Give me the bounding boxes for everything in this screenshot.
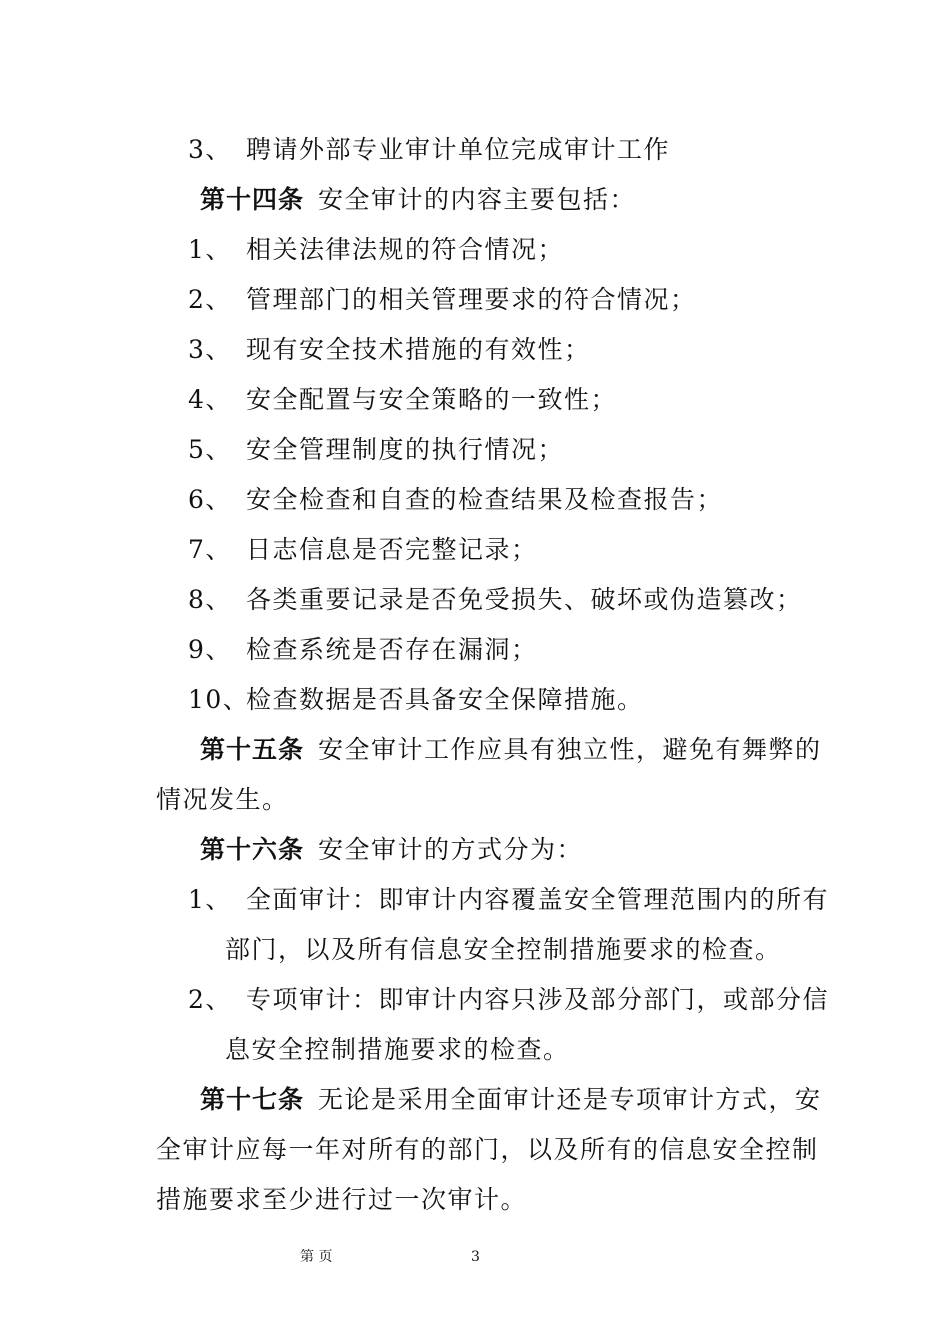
article-heading: 第十五条	[200, 735, 305, 764]
list-number: 4、	[188, 385, 232, 414]
list-item	[188, 333, 591, 367]
list-text: 检查系统是否存在漏洞；	[246, 635, 538, 664]
page-number: 3	[471, 1249, 480, 1265]
article-continuation: 情况发生。	[156, 785, 289, 814]
article-16	[200, 833, 583, 867]
list-text: 相关法律法规的符合情况；	[246, 235, 565, 264]
list-number: 1、	[188, 885, 232, 914]
list-text: 各类重要记录是否免受损失、破坏或伪造篡改；	[246, 585, 803, 614]
article-heading: 第十七条	[200, 1085, 305, 1114]
article-text: 无论是采用全面审计还是专项审计方式，安	[318, 1085, 822, 1114]
article-text: 安全审计工作应具有独立性，避免有舞弊的	[318, 735, 822, 764]
list-text: 检查数据是否具备安全保障措施。	[246, 685, 644, 714]
list-item	[188, 283, 697, 317]
list-item	[188, 883, 829, 917]
list-item	[188, 683, 644, 717]
article-continuation: 措施要求至少进行过一次审计。	[156, 1185, 528, 1214]
list-item	[188, 483, 723, 517]
article-15	[200, 733, 822, 767]
list-number: 1、	[188, 235, 232, 264]
list-text: 日志信息是否完整记录；	[246, 535, 538, 564]
list-item	[188, 533, 538, 567]
list-text: 全面审计：即审计内容覆盖安全管理范围内的所有	[246, 885, 830, 914]
list-item	[188, 433, 564, 467]
list-text: 专项审计：即审计内容只涉及部分部门，或部分信	[246, 985, 830, 1014]
list-item-continuation: 部门，以及所有信息安全控制措施要求的检查。	[225, 935, 782, 964]
article-continuation: 全审计应每一年对所有的部门，以及所有的信息安全控制	[156, 1135, 819, 1164]
list-text: 管理部门的相关管理要求的符合情况；	[246, 285, 697, 314]
list-item	[188, 383, 617, 417]
list-text: 安全管理制度的执行情况；	[246, 435, 565, 464]
article-14	[200, 183, 636, 217]
list-number: 7、	[188, 535, 232, 564]
list-number: 2、	[188, 985, 232, 1014]
article-heading: 第十四条	[200, 185, 305, 214]
article-17	[200, 1083, 822, 1117]
list-text: 安全检查和自查的检查结果及检查报告；	[246, 485, 724, 514]
list-item	[188, 633, 538, 667]
list-item	[188, 983, 829, 1017]
list-number: 8、	[188, 585, 232, 614]
list-number: 2、	[188, 285, 232, 314]
list-item	[188, 233, 564, 267]
article-text: 安全审计的方式分为：	[318, 835, 584, 864]
list-text: 现有安全技术措施的有效性；	[246, 335, 591, 364]
list-number: 10、	[188, 685, 250, 714]
list-number: 9、	[188, 635, 232, 664]
page-label: 第 页	[300, 1249, 333, 1265]
article-heading: 第十六条	[200, 835, 305, 864]
list-item	[188, 583, 803, 617]
list-number: 6、	[188, 485, 232, 514]
list-number: 5、	[188, 435, 232, 464]
list-number: 3、	[188, 335, 232, 364]
list-item-continuation: 息安全控制措施要求的检查。	[225, 1035, 570, 1064]
list-item	[188, 133, 670, 167]
list-text: 安全配置与安全策略的一致性；	[246, 385, 618, 414]
article-text: 安全审计的内容主要包括：	[318, 185, 637, 214]
list-number: 3、	[188, 135, 232, 164]
list-text: 聘请外部专业审计单位完成审计工作	[246, 135, 671, 164]
